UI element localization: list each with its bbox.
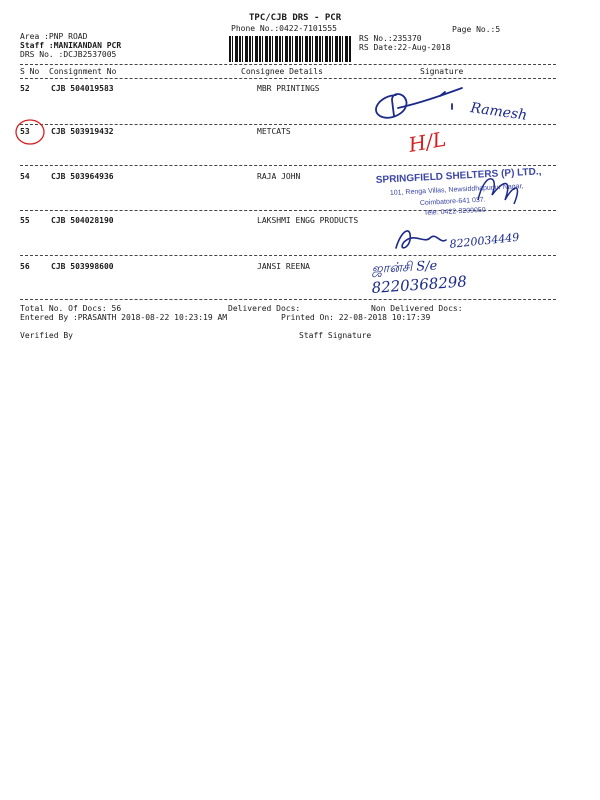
row-consignee: RAJA JOHN (257, 172, 301, 181)
staff-signature-label: Staff Signature (299, 331, 372, 340)
row-sno: 52 (20, 84, 30, 93)
row-consignment: CJB 503964936 (51, 172, 114, 181)
svg-text:101, Renga Villas, Newsiddhapu: 101, Renga Villas, Newsiddhapudur Nagar, (389, 183, 524, 197)
total-docs: Total No. Of Docs: 56 (20, 304, 122, 313)
column-consignee: Consignee Details (241, 67, 323, 76)
row-consignment: CJB 503998600 (51, 262, 114, 271)
verified-by: Verified By (20, 331, 73, 340)
row-consignee: LAKSHMI ENGG PRODUCTS (257, 216, 359, 225)
report-title: TPC/CJB DRS - PCR (249, 13, 342, 23)
signature-56-phone: 8220368298 (371, 272, 468, 297)
column-sno: S No (20, 67, 40, 76)
column-signature: Signature (420, 67, 464, 76)
signature-55 (396, 231, 446, 248)
area-label: Area :PNP ROAD (20, 32, 88, 41)
delivered-docs: Delivered Docs: (228, 304, 301, 313)
signature-52 (376, 88, 462, 118)
svg-text:SPRINGFIELD SHELTERS (P) LTD.,: SPRINGFIELD SHELTERS (P) LTD., (375, 166, 542, 186)
phone-number: Phone No.:0422-7101555 (231, 24, 337, 33)
page-number: Page No.:5 (452, 25, 501, 34)
svg-text:Tele: 0422-3209050: Tele: 0422-3209050 (423, 206, 486, 217)
entered-by: Entered By :PRASANTH 2018-08-22 10:23:19 AM (20, 313, 228, 322)
row-sno: 53 (20, 127, 30, 136)
printed-on: Printed On: 22-08-2018 10:17:39 (281, 313, 431, 322)
row-consignment: CJB 504019583 (51, 84, 114, 93)
red-circle-mark (16, 120, 44, 144)
column-consignment: Consignment No (49, 67, 117, 76)
rs-date: RS Date:22-Aug-2018 (359, 43, 451, 52)
rs-number: RS No.:235370 (359, 34, 422, 43)
staff-label: Staff :MANIKANDAN PCR (20, 41, 122, 50)
row-consignment: CJB 504028190 (51, 216, 114, 225)
row-sno: 55 (20, 216, 30, 225)
row-consignment: CJB 503919432 (51, 127, 114, 136)
row-consignee: METCATS (257, 127, 291, 136)
non-delivered-docs: Non Delivered Docs: (371, 304, 463, 313)
svg-text:Coimbatore-641 037.: Coimbatore-641 037. (419, 196, 486, 207)
row-consignee: JANSI REENA (257, 262, 310, 271)
row-sno: 54 (20, 172, 30, 181)
row-sno: 56 (20, 262, 30, 271)
signature-56-name: ஜான்சி S/e (371, 258, 438, 277)
drs-number: DRS No. :DCJB2537005 (20, 50, 117, 59)
signature-52-name: Ramesh (469, 100, 529, 124)
signature-53: H/L (406, 126, 448, 157)
signature-55-phone: 8220034449 (448, 230, 520, 251)
row-consignee: MBR PRINTINGS (257, 84, 320, 93)
